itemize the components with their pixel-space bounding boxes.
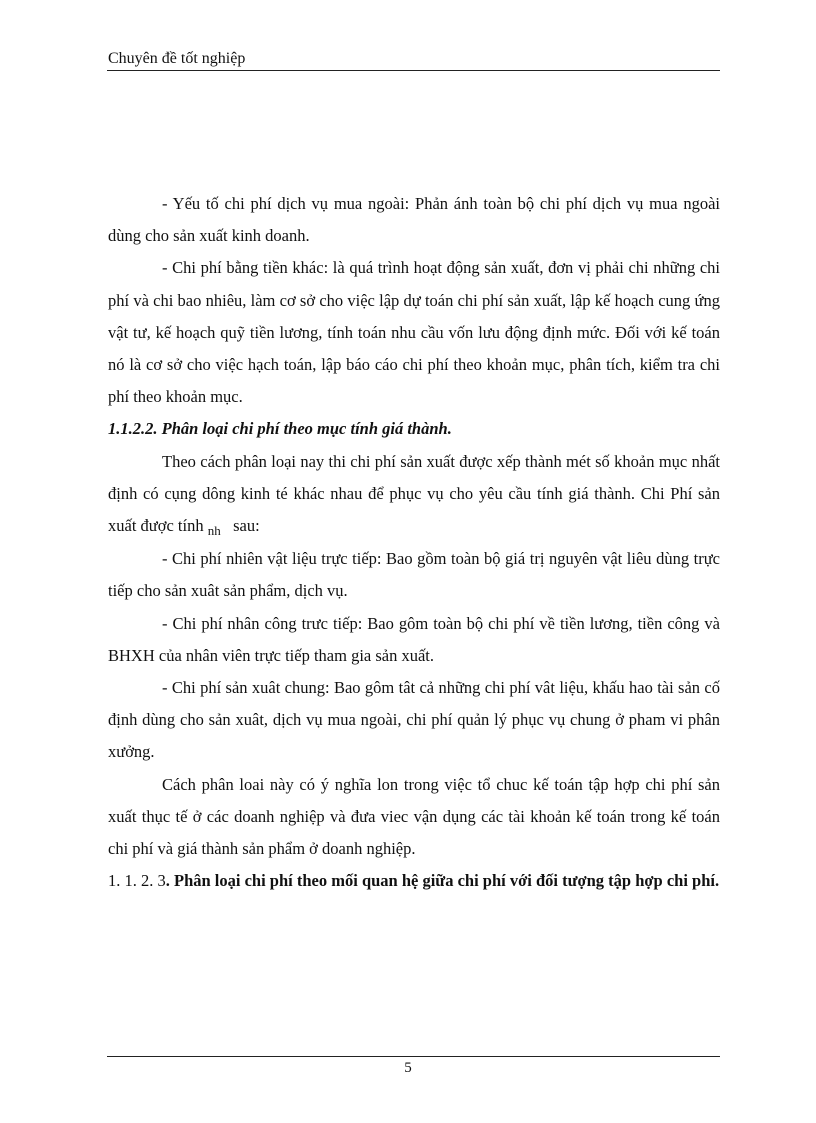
paragraph-classification-end: sau:: [233, 516, 260, 536]
heading-1-1-2-3: [108, 865, 720, 897]
paragraph-overhead: - Chi phí sản xuât chung: Bao gôm tât cả những chi phí vât liệu, khấu hao tài sản cố định dùng cho sản xuât, dịch vụ mua ngoài, chi phí quản lý phục vụ chung ở pham vi phân xưởng.: [108, 678, 720, 762]
paragraph-direct-labor: - Chi phí nhân công trưc tiếp: Bao gôm toàn bộ chi phí về tiền lương, tiền công và BHXH của nhân viên trực tiếp tham gia sản xuất.: [108, 613, 720, 665]
paragraph-significance: Cách phân loai này có ý nghĩa lon trong việc tổ chuc kế toán tập hợp chi phí sản xuất thục tế ở các doanh nghiệp và đưa viec vận dụng các tài khoản kế toán trong kế toán chi phí và giá thành sản phẩm ở doanh nghiệp.: [108, 774, 720, 859]
footer-rule: [107, 1056, 720, 1057]
header-title: Chuyên đề tốt nghiệp: [108, 50, 246, 67]
heading-1-1-2-3-text: . Phân loại chi phí theo mối quan hệ giữa chi phí với đối tượng tập hợp chi phí.: [165, 871, 720, 891]
header-rule: [107, 70, 720, 71]
paragraph-other-cash-cost: - Chi phí bằng tiền khác: là quá trình hoạt động sản xuất, đơn vị phải chi những chi phí và chi bao nhiêu, làm cơ sở cho việc lập dự toán chi phí sản xuất, lập kế hoạch cung ứng vật tư, kế hoạch quỹ tiền lương, tính toán nhu cầu vốn lưu động định mức. Đối với kế toán nó là cơ sở cho việc hạch toán, lập báo cáo chi phí theo khoản mục, phân tích, kiểm tra chi phí theo khoản mục.: [108, 258, 720, 407]
paragraph-classification-intro: [108, 446, 720, 544]
paragraph-classification-subscript: nh: [207, 523, 221, 539]
page-number: 5: [404, 1060, 412, 1076]
paragraph-direct-material: - Chi phí nhiên vật liệu trực tiếp: Bao gồm toàn bộ giá trị nguyên vật liêu dùng trực tiếp cho sản xuât sản phẩm, dịch vụ.: [108, 549, 720, 601]
heading-1-1-2-3-number: 1. 1. 2. 3: [108, 871, 166, 891]
heading-1-1-2-2: 1.1.2.2. Phân loại chi phí theo mục tính giá thành.: [108, 419, 452, 439]
paragraph-classification-intro-text: Theo cách phân loại nay thi chi phí sản xuất được xếp thành mét số khoản mục nhất định có cụng dông kinh té khác nhau để phục vụ cho yêu cầu tính giá thành. Chi Phí sản xuất được tính: [108, 451, 720, 536]
body-text: [108, 188, 720, 897]
paragraph-service-cost: - Yếu tố chi phí dịch vụ mua ngoài: Phản ánh toàn bộ chi phí dịch vụ mua ngoài dùng cho sản xuất kinh doanh.: [108, 194, 720, 246]
